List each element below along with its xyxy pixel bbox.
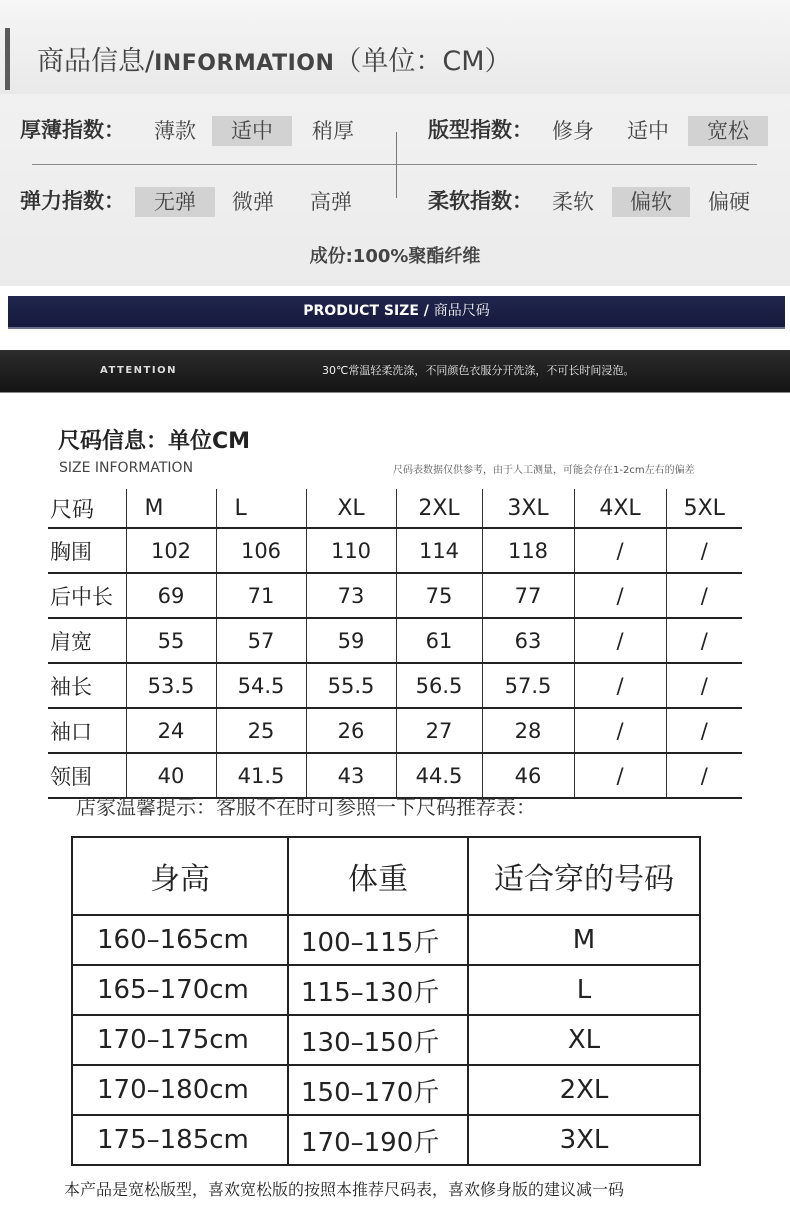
size-table-row (48, 708, 742, 753)
size-header-cell: M (126, 489, 216, 528)
elasticity-option-none-selected: 无弹 (135, 187, 215, 217)
recommend-size-cell: 3XL (468, 1115, 700, 1165)
footer-note: 本产品是宽松版型，喜欢宽松版的按照本推荐尺码表，喜欢修身版的建议减一码 (64, 1180, 625, 1199)
size-cell: 114 (396, 528, 482, 573)
size-row-label: 后中长 (48, 573, 126, 618)
size-cell: 63 (482, 618, 574, 663)
size-cell: 77 (482, 573, 574, 618)
header-accent-bar (5, 28, 10, 90)
size-header-cell: XL (306, 489, 396, 528)
recommend-table-row (72, 1065, 700, 1115)
size-cell: 73 (306, 573, 396, 618)
size-row-label: 领围 (48, 753, 126, 798)
size-cell: / (574, 528, 666, 573)
recommend-table-row (72, 965, 700, 1015)
attribute-divider (32, 164, 757, 165)
elasticity-label: 弹力指数： (20, 189, 125, 213)
recommend-height-cell: 160–165cm (72, 915, 288, 965)
size-cell: 57 (216, 618, 306, 663)
size-cell: / (574, 753, 666, 798)
size-header-cell: 5XL (666, 489, 742, 528)
recommend-header-height: 身高 (72, 837, 288, 915)
size-table-row (48, 528, 742, 573)
size-cell: / (666, 528, 742, 573)
attribute-vertical-divider (396, 132, 397, 198)
shop-tip: 店家温馨提示：客服不在时可参照一下尺码推荐表： (76, 795, 536, 819)
size-header-cell: 3XL (482, 489, 574, 528)
size-recommend-table (71, 836, 701, 1166)
thickness-option-thick: 稍厚 (312, 119, 354, 143)
recommend-height-cell: 165–170cm (72, 965, 288, 1015)
recommend-weight-cell: 115–130斤 (288, 965, 468, 1015)
recommend-weight-cell: 170–190斤 (288, 1115, 468, 1165)
softness-label: 柔软指数： (428, 189, 533, 213)
attention-banner (0, 350, 790, 393)
attention-text: 30℃常温轻柔洗涤，不同颜色衣服分开洗涤，不可长时间浸泡。 (322, 364, 635, 377)
header-title-unit: （单位：CM） (334, 46, 512, 77)
size-table-header (48, 489, 742, 528)
recommend-height-cell: 175–185cm (72, 1115, 288, 1165)
softness-option-hard: 偏硬 (708, 190, 750, 214)
size-info-title: 尺码信息：单位CM (58, 429, 251, 454)
attention-label: ATTENTION (100, 365, 177, 376)
size-header-cell: L (216, 489, 306, 528)
size-cell: / (666, 708, 742, 753)
size-cell: / (574, 663, 666, 708)
size-cell: 44.5 (396, 753, 482, 798)
size-cell: 57.5 (482, 663, 574, 708)
size-cell: 40 (126, 753, 216, 798)
size-cell: / (666, 573, 742, 618)
recommend-size-cell: M (468, 915, 700, 965)
size-cell: 41.5 (216, 753, 306, 798)
fit-option-loose-selected: 宽松 (688, 116, 768, 146)
recommend-table-row (72, 1115, 700, 1165)
size-cell: / (574, 708, 666, 753)
recommend-weight-cell: 150–170斤 (288, 1065, 468, 1115)
size-cell: 75 (396, 573, 482, 618)
thickness-label: 厚薄指数： (20, 118, 125, 142)
size-header-cell: 尺码 (48, 489, 126, 528)
fit-option-slim: 修身 (552, 119, 594, 143)
size-table-row (48, 753, 742, 798)
recommend-table-row (72, 1015, 700, 1065)
size-cell: 54.5 (216, 663, 306, 708)
size-header-cell: 4XL (574, 489, 666, 528)
size-row-label: 胸围 (48, 528, 126, 573)
size-header-cell: 2XL (396, 489, 482, 528)
elasticity-option-slight: 微弹 (232, 190, 274, 214)
elasticity-option-high: 高弹 (310, 190, 352, 214)
softness-option-soft: 柔软 (552, 190, 594, 214)
size-cell: 24 (126, 708, 216, 753)
size-cell: 61 (396, 618, 482, 663)
recommend-size-cell: 2XL (468, 1065, 700, 1115)
header-title-cn: 商品信息/ (37, 46, 155, 77)
size-cell: 106 (216, 528, 306, 573)
size-row-label: 袖长 (48, 663, 126, 708)
size-cell: 55 (126, 618, 216, 663)
thickness-option-thin: 薄款 (154, 119, 196, 143)
size-cell: / (666, 618, 742, 663)
size-cell: 43 (306, 753, 396, 798)
size-row-label: 肩宽 (48, 618, 126, 663)
size-table-row (48, 663, 742, 708)
size-info-note: 尺码表数据仅供参考，由于人工测量，可能会存在1-2cm左右的偏差 (393, 465, 695, 476)
size-table-row (48, 618, 742, 663)
size-cell: 69 (126, 573, 216, 618)
recommend-size-cell: XL (468, 1015, 700, 1065)
recommend-weight-cell: 100–115斤 (288, 915, 468, 965)
size-cell: / (574, 618, 666, 663)
size-cell: 55.5 (306, 663, 396, 708)
recommend-height-cell: 170–175cm (72, 1015, 288, 1065)
size-row-label: 袖口 (48, 708, 126, 753)
product-size-banner (8, 296, 785, 329)
thickness-option-medium-selected: 适中 (212, 116, 292, 146)
recommend-header-weight: 体重 (288, 837, 468, 915)
size-cell: 46 (482, 753, 574, 798)
recommend-size-cell: L (468, 965, 700, 1015)
size-info-subtitle: SIZE INFORMATION (59, 460, 194, 476)
recommend-table-row (72, 915, 700, 965)
size-cell: 110 (306, 528, 396, 573)
fit-option-regular: 适中 (627, 119, 669, 143)
size-table-row (48, 573, 742, 618)
size-cell: 56.5 (396, 663, 482, 708)
size-cell: 118 (482, 528, 574, 573)
header-title-en: INFORMATION (154, 51, 335, 76)
size-cell: 53.5 (126, 663, 216, 708)
fabric-composition: 成份:100%聚酯纤维 (309, 246, 481, 267)
size-cell: 71 (216, 573, 306, 618)
size-cell: 26 (306, 708, 396, 753)
size-cell: 59 (306, 618, 396, 663)
product-size-banner-en: PRODUCT SIZE / (303, 303, 434, 319)
size-cell: / (666, 753, 742, 798)
recommend-header-size: 适合穿的号码 (468, 837, 700, 915)
softness-option-medium-selected: 偏软 (612, 187, 690, 217)
fit-label: 版型指数： (428, 118, 533, 142)
recommend-table-header (72, 837, 700, 915)
size-table (48, 489, 742, 799)
size-cell: 27 (396, 708, 482, 753)
header-title (37, 42, 512, 84)
recommend-height-cell: 170–180cm (72, 1065, 288, 1115)
size-cell: 102 (126, 528, 216, 573)
size-cell: 25 (216, 708, 306, 753)
product-size-banner-text (8, 296, 785, 327)
size-cell: 28 (482, 708, 574, 753)
size-cell: / (574, 573, 666, 618)
size-cell: / (666, 663, 742, 708)
recommend-weight-cell: 130–150斤 (288, 1015, 468, 1065)
product-size-banner-cn: 商品尺码 (433, 303, 490, 319)
